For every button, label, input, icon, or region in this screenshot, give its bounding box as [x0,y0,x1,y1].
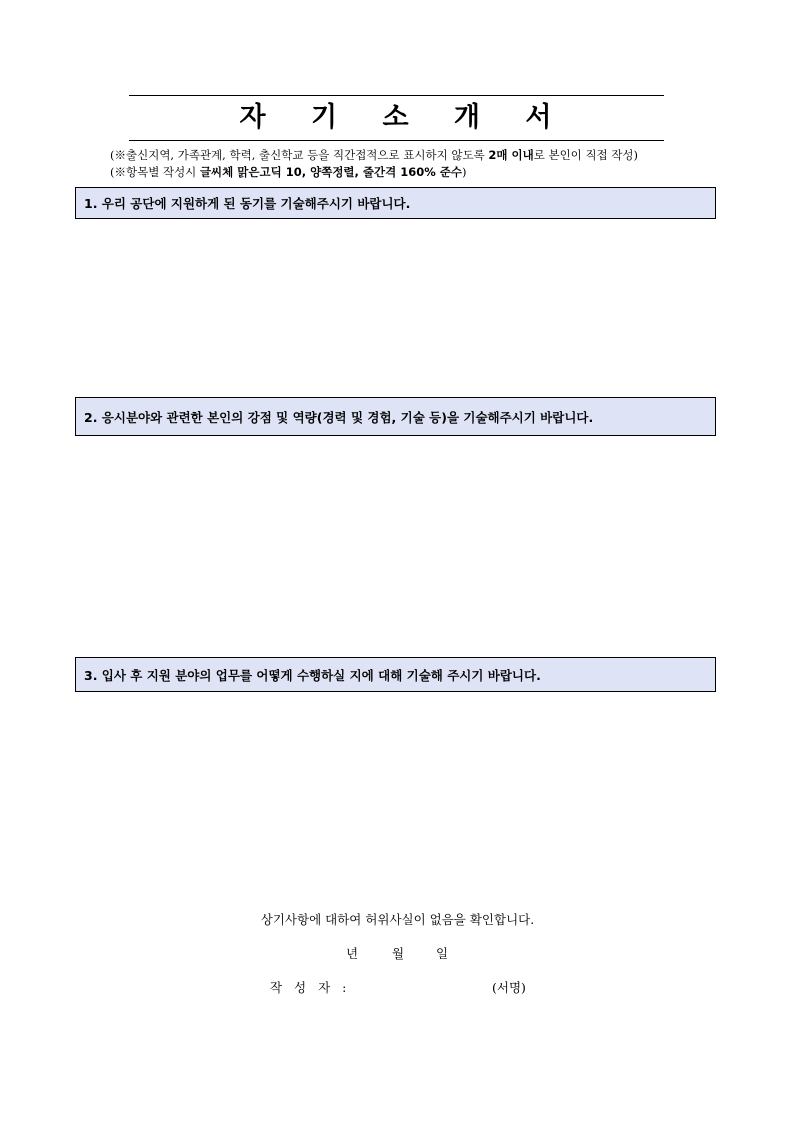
note2-suffix: ) [462,165,467,179]
title-bottom-rule [129,140,664,141]
instruction-note-2 [110,164,467,180]
writer-label: 작 성 자 : [270,980,351,995]
question-1-box [75,187,716,219]
confirmation-statement: 상기사항에 대하여 허위사실이 없음을 확인합니다. [260,912,535,927]
note1-suffix: 로 본인이 직접 작성) [533,148,639,162]
document-title: 자 기 소 개 서 [239,102,554,133]
date-day-label: 일 [436,946,449,961]
note1-bold: 2매 이내 [488,148,534,162]
date-year-label: 년 [346,946,359,961]
note1-prefix: (※출신지역, 가족관계, 학력, 출신학교 등을 직간접적으로 표시하지 않도록 [110,148,489,162]
instruction-note-1 [110,147,638,163]
question-2-label: 2. 응시분야와 관련한 본인의 강점 및 역량(경력 및 경험, 기술 등)을 기술해주시기 바랍니다. [84,409,594,425]
question-3-label: 3. 입사 후 지원 분야의 업무를 어떻게 수행하실 지에 대해 기술해 주시기 바랍니다. [84,667,541,683]
signature-label: (서명) [492,980,526,995]
note2-prefix: (※항목별 작성시 [110,165,200,179]
title-top-rule [129,95,664,96]
note2-bold: 글씨체 맑은고딕 10, 양쪽정렬, 줄간격 160% 준수 [199,165,462,179]
date-month-label: 월 [392,946,405,961]
question-2-box [75,397,716,436]
question-3-box [75,657,716,692]
question-1-label: 1. 우리 공단에 지원하게 된 동기를 기술해주시기 바랍니다. [84,196,411,211]
